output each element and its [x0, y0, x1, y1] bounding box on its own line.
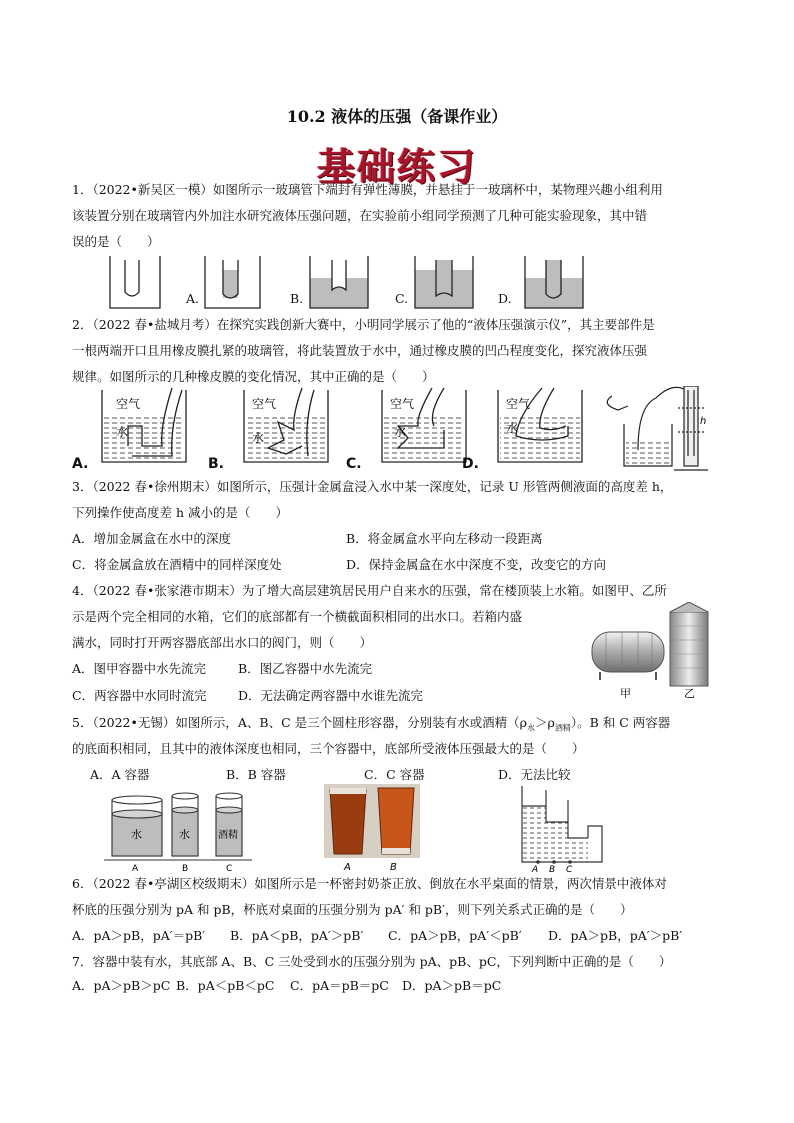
q6-option-d: D．pA＞pB，pA′＞pB′ — [548, 928, 683, 943]
q2-line-2: 一根两端开口且用橡皮膜扎紧的玻璃管，将此装置放于水中，通过橡皮膜的凹凸程度变化，探究液体压强 — [72, 343, 648, 358]
q6-option-b: B．pA＜pB，pA′＞pB′ — [230, 928, 364, 943]
q1-figures — [100, 256, 600, 312]
q5-cyl-label-a: A — [132, 864, 139, 872]
q5-liquid-label-b: 水 — [179, 828, 190, 841]
q2-option-d: D. — [462, 456, 479, 472]
q2-air-label-d: 空气 — [506, 397, 531, 411]
q7-option-d: D．pA＞pB＝pC — [402, 978, 502, 993]
q5-liquid-label-a: 水 — [131, 828, 142, 841]
q2-manometer-figure — [607, 386, 708, 470]
q5-liquid-label-c: 酒精 — [218, 830, 238, 841]
q4-line-1: 4．（2022 春•张家港市期末）为了增大高层建筑居民用户自来水的压强，常在楼顶装上水箱。如图甲、乙所 — [72, 583, 667, 598]
q2-h-label: h — [700, 416, 707, 427]
q5-option-c: C．C 容器 — [364, 767, 425, 782]
q1-fig-b — [310, 256, 368, 308]
q2-fig-a — [102, 388, 186, 462]
q2-line-1: 2．（2022 春•盐城月考）在探究实践创新大赛中，小明同学展示了他的“液体压强演示仪”，其主要部件是 — [72, 317, 655, 332]
q1-line-1: 1．（2022•新吴区一模）如图所示一玻璃管下端封有弹性薄膜，并悬挂于一玻璃杯中，某物理兴趣小组利用 — [72, 182, 663, 197]
q5-option-a: A．A 容器 — [90, 767, 150, 782]
q4-option-d: D．无法确定两容器中水谁先流完 — [238, 688, 424, 703]
q2-water-label-c: 水 — [394, 425, 407, 439]
q5-option-b: B．B 容器 — [226, 767, 286, 782]
q2-line-3: 规律。如图所示的几种橡皮膜的变化情况，其中正确的是（ ） — [72, 369, 435, 384]
q5-sub-water: 水 — [527, 723, 535, 733]
q2-air-label-c: 空气 — [390, 397, 415, 411]
q5-cylinders-figure — [104, 786, 254, 872]
section-banner: 基础练习 — [316, 145, 477, 189]
q1-line-3: 误的是（ ） — [72, 234, 160, 249]
q1-fig-c — [415, 256, 473, 308]
q5-line-1: 5．（2022•无锡）如图所示，A、B、C 是三个圆柱形容器，分别装有水或酒精$(\rho_水>\rho_{酒精})$。B 和 C 两容器 — [72, 715, 671, 733]
q2-air-label-b: 空气 — [252, 397, 277, 411]
q7-option-b: B．pA＜pB＜pC — [176, 978, 275, 993]
page-title: 10.2 液体的压强（备课作业） — [286, 107, 508, 126]
q7-stepped-container — [516, 786, 612, 872]
q5-option-d: D．无法比较 — [498, 767, 571, 782]
q5-line-2: 的底面积相同，且其中的液体深度也相同，三个容器中，底部所受液体压强最大的是（ ） — [72, 741, 585, 756]
q5-sub-alcohol: 酒精 — [554, 723, 571, 733]
q6-line-1: 6．（2022 春•亭湖区校级期末）如图所示是一杯密封奶茶正放、倒放在水平桌面的情景，两次情景中液体对 — [72, 876, 667, 891]
q4-option-b: B．图乙容器中水先流完 — [238, 661, 373, 676]
q4-option-a: A．图甲容器中水先流完 — [72, 661, 207, 676]
q3-line-2: 下列操作使高度差 h 减小的是（ ） — [72, 505, 288, 520]
q7-point-c: C — [566, 865, 573, 872]
q1-line-2: 该装置分别在玻璃管内外加注水研究液体压强问题，在实验前小组同学预测了几种可能实验现象，其中错 — [72, 208, 648, 223]
q6-photo-label-b: B — [390, 862, 397, 873]
q4-line-2: 示是两个完全相同的水箱，它们的底部都有一个横截面积相同的出水口。若箱内盛 — [72, 609, 523, 624]
q2-water-label-b: 水 — [252, 431, 265, 445]
q2-option-a: A. — [72, 456, 89, 472]
q6-line-2: 杯底的压强分别为 pA 和 pB，杯底对桌面的压强分别为 pA′ 和 pB′，则下列关系式正确的是（ ） — [72, 902, 633, 917]
q1-option-c: C. — [395, 291, 409, 306]
q2-water-label-a: 水 — [116, 425, 129, 439]
q5-cyl-label-c: C — [226, 864, 233, 872]
q3-line-1: 3．（2022 春•徐州期末）如图所示，压强计金属盒浸入水中某一深度处，记录 U 形管两侧液面的高度差 h， — [72, 479, 673, 494]
q7-option-c: C．pA＝pB＝pC — [290, 978, 389, 993]
q2-option-c: C. — [346, 456, 362, 472]
tank-horizontal — [592, 632, 664, 672]
q7-point-b: B — [549, 865, 556, 872]
q2-air-label-a: 空气 — [116, 397, 141, 411]
q4-label-jia: 甲 — [620, 687, 631, 700]
q4-label-yi: 乙 — [684, 687, 695, 700]
q3-option-d: D．保持金属盒在水中深度不变，改变它的方向 — [346, 557, 607, 572]
q1-option-d: D. — [498, 291, 512, 306]
q4-option-c: C．两容器中水同时流完 — [72, 688, 207, 703]
q3-option-b: B．将金属盒水平向左移动一段距离 — [346, 531, 543, 546]
q7-line-1: 7．容器中装有水，其底部 A、B、C 三处受到水的压强分别为 pA、pB、pC，下列判断中正确的是（ ） — [72, 954, 672, 969]
q1-option-b: B. — [290, 291, 304, 306]
q1-option-a: A. — [186, 291, 200, 306]
q6-option-c: C．pA＞pB，pA′＜pB′ — [388, 928, 522, 943]
q4-water-tanks-figure — [586, 602, 716, 700]
q2-option-b: B. — [208, 456, 224, 472]
q2-figures — [72, 386, 712, 474]
q5-cyl-label-b: B — [182, 864, 189, 872]
q2-water-label-d: 水 — [506, 421, 519, 435]
q4-line-3: 满水，同时打开两容器底部出水口的阀门，则（ ） — [72, 635, 373, 650]
q6-photo-label-a: A — [344, 862, 351, 873]
tank-vertical — [670, 612, 708, 686]
q1-fig-0 — [110, 256, 160, 308]
q6-option-a: A．pA＞pB，pA′＝pB′ — [72, 928, 206, 943]
q7-option-a: A．pA＞pB＞pC — [72, 978, 171, 993]
q3-option-c: C．将金属盒放在酒精中的同样深度处 — [72, 557, 282, 572]
q7-point-a: A — [532, 865, 539, 872]
q3-option-a: A．增加金属盒在水中的深度 — [72, 531, 232, 546]
q6-milk-tea-photo — [324, 784, 420, 874]
q1-fig-d — [525, 256, 583, 308]
q1-fig-a — [205, 256, 260, 308]
